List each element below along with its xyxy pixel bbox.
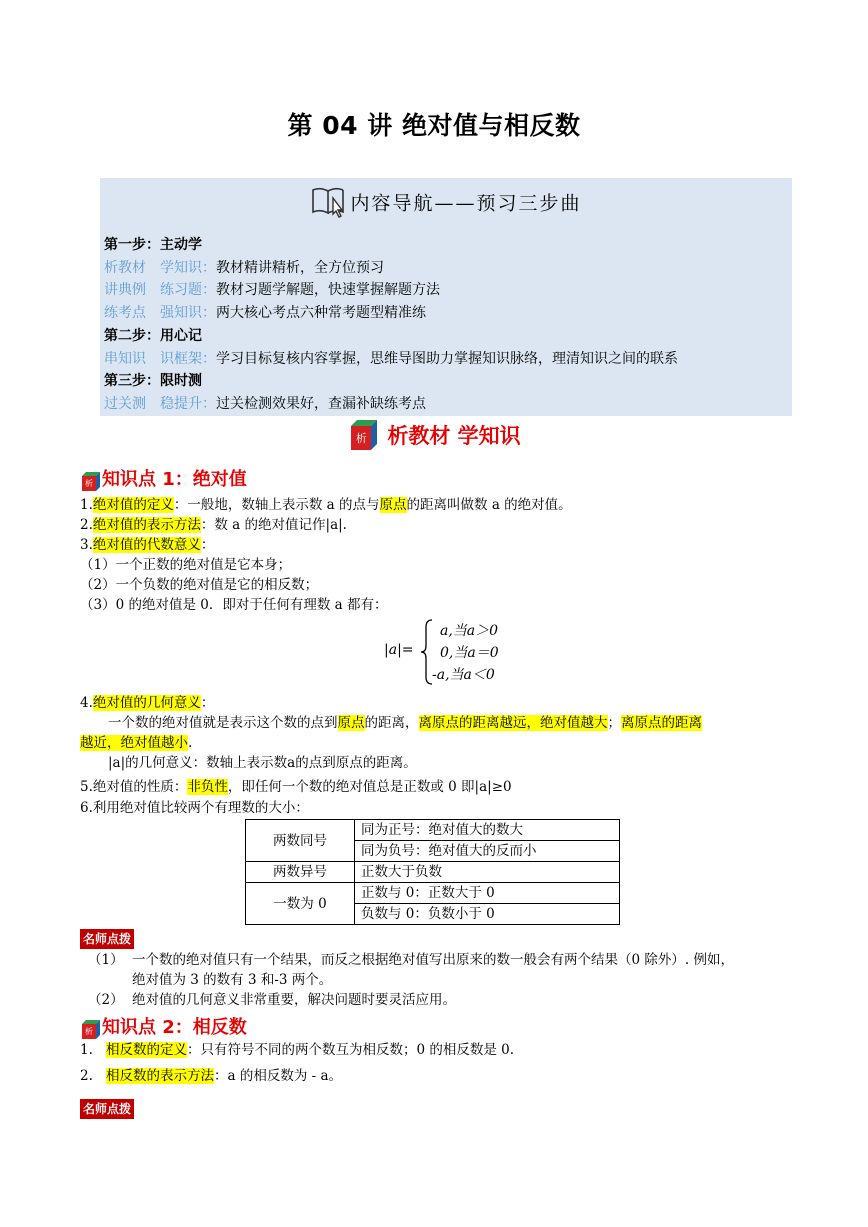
teacher-tip-label-1: 名师点拨: [80, 929, 134, 949]
nav-row-2-tag: 讲典例 练习题：: [104, 282, 216, 298]
step-1-label: 第一步：主动学: [104, 237, 202, 253]
table-row: [246, 820, 620, 841]
kp1-l4-colon: ：: [200, 695, 215, 711]
kp1-l5-term: 非负性: [187, 779, 228, 795]
kp1-line-5: [80, 777, 512, 797]
kp1-line-3-2: （2）一个负数的绝对值是它的相反数；: [80, 577, 319, 593]
kp1-l5-text-b: ，即任何一个数的绝对值总是正数或 0 即|a|≥0: [227, 779, 512, 795]
kp2-heading: [80, 1013, 247, 1040]
kp1-l2-num: 2.: [80, 517, 93, 533]
nav-row-3-text: 两大核心考点六种常考题型精准练: [216, 305, 426, 321]
kp1-cube-icon: [80, 470, 102, 492]
table-cell: 同为负号：绝对值大的反而小: [355, 841, 620, 862]
formula-case-3: -a,当a＜0: [432, 667, 495, 683]
teacher-tip-badge-2: [80, 1098, 134, 1119]
kp1-line-4-c: |a|的几何意义：数轴上表示数a的点到原点的距离。: [108, 755, 417, 771]
tip1-line-2: （2）: [88, 992, 124, 1008]
step-3-label: 第三步：限时测: [104, 373, 202, 389]
kp1-l4-semicolon: ；: [607, 715, 621, 731]
nav-row-4: [104, 349, 678, 369]
navigation-title: 内容导航——预习三步曲: [350, 192, 582, 215]
kp1-l1-text-b: 的距离叫做数 a 的绝对值。: [406, 497, 572, 513]
kp2-l1-term: 相反数的定义: [106, 1042, 187, 1058]
nav-row-3-tag: 练考点 强知识：: [104, 305, 216, 321]
navigation-header: [100, 184, 792, 225]
kp1-l4-term-2: 原点: [337, 715, 365, 731]
abs-value-formula: [384, 617, 534, 687]
kp1-l4-period: .: [188, 735, 193, 751]
kp2-cube-label: 析: [85, 1026, 93, 1036]
tip1-num-1: （1）: [88, 952, 124, 968]
kp1-l4-text-b: 的距离，: [364, 715, 419, 731]
kp1-line-2: [80, 515, 347, 535]
kp1-l2-text: ：数 a 的绝对值记作|a|.: [200, 517, 347, 533]
kp1-l4-term: 绝对值的几何意义: [92, 695, 201, 711]
formula-lhs: |a|=: [384, 642, 414, 658]
nav-row-4-tag: 串知识 识框架：: [104, 351, 216, 367]
formula-case-1: a,当a＞0: [440, 623, 499, 639]
cube-badge-icon: [347, 418, 381, 452]
step-2-label: 第二步：用心记: [104, 328, 202, 344]
section-header: [0, 418, 868, 452]
kp1-l4-text-a: 一个数的绝对值就是表示这个数的点到: [108, 715, 338, 731]
kp1-l4-num: 4.: [80, 695, 93, 711]
teacher-tip-badge-1: [80, 928, 134, 949]
teacher-tip-label-2: 名师点拨: [80, 1099, 134, 1119]
kp1-line-6: 6.利用绝对值比较两个有理数的大小：: [80, 800, 309, 816]
table-cell: 正数大于负数: [355, 862, 620, 883]
kp1-line-4-b: [80, 733, 192, 753]
kp2-line-2-num: 2.: [80, 1068, 93, 1084]
kp1-l1-term-2: 原点: [379, 497, 407, 513]
table-cell: 负数与 0：负数小于 0: [355, 904, 620, 925]
section-title: 析教材 学知识: [387, 424, 521, 448]
content-navigation-box: [100, 178, 792, 416]
kp1-line-4: [80, 693, 214, 713]
table-cell-label: 一数为 0: [246, 883, 355, 925]
kp2-cube-icon: [80, 1018, 102, 1040]
table-cell: 正数与 0：正数大于 0: [355, 883, 620, 904]
formula-case-2: 0,当a＝0: [440, 645, 499, 661]
kp2-line-2: [106, 1066, 342, 1086]
nav-row-2: [104, 280, 440, 300]
page-title: 第 04 讲 绝对值与相反数: [287, 111, 581, 140]
kp1-line-3: [80, 535, 214, 555]
kp1-l4-term-4a: 离原点的距离: [621, 715, 702, 731]
kp1-line-4-a: [108, 713, 702, 733]
tip1-line-2-text: 绝对值的几何意义非常重要，解决问题时要灵活应用。: [132, 992, 456, 1008]
tip1-line-1-text: 一个数的绝对值只有一个结果，而反之根据绝对值写出原来的数一般会有两个结果（0 除外）. 例如，: [132, 952, 734, 968]
comparison-table: [245, 819, 620, 925]
kp2-line-1: [106, 1040, 514, 1060]
kp1-line-1: [80, 495, 572, 515]
kp2-l2-text: ：a 的相反数为 - a。: [214, 1068, 343, 1084]
kp1-l5-text-a: 5.绝对值的性质：: [80, 779, 188, 795]
nav-row-1: [104, 258, 384, 278]
tip1-line-1-cont: 绝对值为 3 的数有 3 和-3 两个。: [132, 972, 333, 988]
table-cell: 同为正号：绝对值大的数大: [355, 820, 620, 841]
kp2-l2-term: 相反数的表示方法: [106, 1068, 214, 1084]
nav-row-1-tag: 析教材 学知识：: [104, 260, 216, 276]
table-cell-label: 两数异号: [246, 862, 355, 883]
kp2-line-1-num: 1.: [80, 1042, 93, 1058]
nav-row-4-text: 学习目标复核内容掌握，思维导图助力掌握知识脉络，理清知识之间的联系: [216, 351, 678, 367]
kp1-l1-num: 1.: [80, 497, 93, 513]
kp1-line-3-1: （1）一个正数的绝对值是它本身；: [80, 557, 292, 573]
table-cell-label: 两数同号: [246, 820, 355, 862]
kp1-l3-term: 绝对值的代数意义: [92, 537, 201, 553]
table-row: [246, 883, 620, 904]
kp1-l3-num: 3.: [80, 537, 93, 553]
kp1-cube-label: 析: [85, 478, 93, 488]
kp1-l4-term-3: 离原点的距离越远，绝对值越大: [418, 715, 608, 731]
kp1-l2-term: 绝对值的表示方法: [92, 517, 201, 533]
tip1-line-1: [88, 950, 124, 970]
nav-row-3: [104, 303, 426, 323]
kp1-l3-colon: ：: [200, 537, 215, 553]
cube-badge-label: 析: [355, 432, 367, 445]
kp1-line-3-3: （3）0 的绝对值是 0．即对于任何有理数 a 都有：: [80, 597, 388, 613]
nav-row-1-text: 教材精讲精析，全方位预习: [216, 260, 384, 276]
kp1-l1-text-a: ：一般地，数轴上表示数 a 的点与: [173, 497, 380, 513]
nav-row-5: [104, 394, 426, 414]
kp2-title: 知识点 2：相反数: [102, 1017, 247, 1038]
book-pointer-icon: [310, 184, 348, 225]
kp1-l4-term-4b: 越近，绝对值越小: [80, 735, 188, 751]
nav-row-2-text: 教材习题学解题，快速掌握解题方法: [216, 282, 440, 298]
kp2-l1-text: ：只有符号不同的两个数互为相反数；0 的相反数是 0.: [187, 1042, 515, 1058]
kp1-l1-term: 绝对值的定义: [92, 497, 174, 513]
nav-row-5-text: 过关检测效果好，查漏补缺练考点: [216, 396, 426, 412]
nav-row-5-tag: 过关测 稳提升：: [104, 396, 216, 412]
table-row: [246, 862, 620, 883]
kp1-title: 知识点 1：绝对值: [102, 469, 247, 490]
kp1-heading: [80, 465, 247, 492]
